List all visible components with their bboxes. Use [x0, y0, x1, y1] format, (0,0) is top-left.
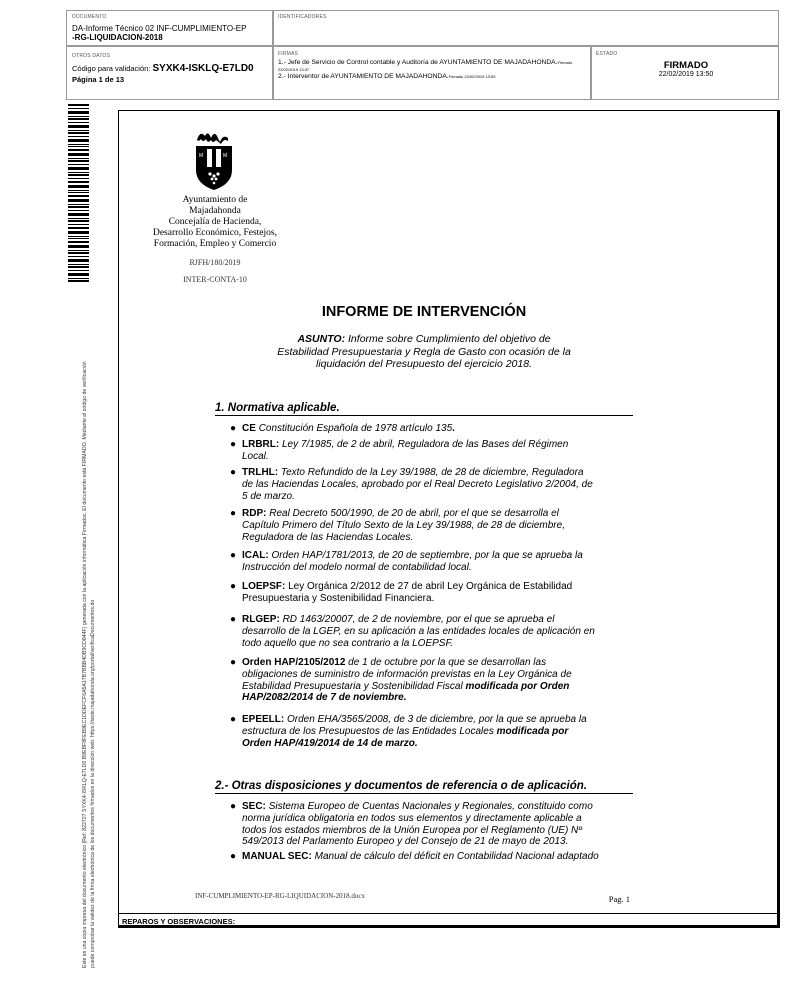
list-item-orden-hap: ● Orden HAP/2105/2012 de 1 de octubre por la que se desarrollan las obligaciones de suministro de información previstas en la Ley Orgánica de Estabilidad Presupuestaria y Sostenibilidad Fiscal modificada por Orden HAP/2082/2014 de 7 de noviembre.: [230, 657, 572, 704]
estado-value: FIRMADO: [663, 60, 709, 71]
identificadores-label: IDENTIFICADORES: [278, 14, 327, 20]
list-item-lrbrl: ● LRBRL: Ley 7/1985, de 2 de abril, Reguladora de las Bases del Régimen Local.: [230, 439, 569, 462]
barcode: [68, 104, 89, 282]
list-item-trlhl: ● TRLHL: Texto Refundido de la Ley 39/1988, de 28 de diciembre, Reguladora de las Haciendas Locales, aprobado por el Real Decreto Legislativo 2/2004, de 5 de marzo.: [230, 467, 593, 502]
estado-date: 22/02/2019 13:50: [658, 71, 714, 78]
bullet-icon: ●: [230, 439, 237, 450]
bullet-icon: ●: [230, 657, 237, 668]
list-item-rdp: ● RDP: Real Decreto 500/1990, de 20 de abril, por el que se desarrolla el Capítulo Primero del Título Sexto de la Ley 39/1988, de 28 de diciembre, Reguladora de las Haciendas Locales.: [230, 508, 565, 543]
reparos-divider: [118, 913, 780, 914]
reference-2: INTER-CONTA-10: [183, 275, 247, 284]
footer-page-number: Pag. 1: [608, 894, 630, 904]
reparos-label: REPAROS Y OBSERVACIONES:: [122, 917, 236, 926]
side-verification-text-1: Este es una copia impresa del documento electrónico (Ref: 822727 SYXK4-ISKLQ-E7LD0 B9EBF8FEB9EC1DDEFCF6A5A17B7BBB4DB9CD844F) generada con la aplicación informática Firmadoc. El documento está FIRMADO. Mediante el código de verificación: [82, 361, 88, 968]
barcode-graphic: [68, 104, 89, 282]
letterhead-line-3: Concejalía de Hacienda,: [168, 217, 262, 227]
list-item-ce: ● CE Constitución Española de 1978 artículo 135.: [230, 423, 455, 434]
documento-label: DOCUMENTO: [72, 14, 107, 20]
section-2-title: 2.- Otras disposiciones y documentos de referencia o de aplicación.: [215, 780, 633, 794]
letterhead-line-1: Ayuntamiento de: [182, 195, 248, 205]
firma-1: 1.- Jefe de Servicio de Control contable y Auditoría de AYUNTAMIENTO DE MAJADAHONDA.Firmado 22/02/2019 13:37: [278, 59, 573, 72]
reference-1: RJFH/180/2019: [189, 258, 241, 267]
coat-of-arms-icon: [192, 128, 236, 192]
letterhead-line-5: Formación, Empleo y Comercio: [153, 239, 277, 249]
pagina-count: Página 1 de 13: [72, 75, 125, 84]
majadahonda-logo: [192, 128, 236, 192]
svg-text:M: M: [199, 153, 204, 159]
page-title: INFORME DE INTERVENCIÓN: [321, 304, 527, 320]
estado-label: ESTADO: [596, 51, 618, 57]
footer-filename: INF-CUMPLIMIENTO-EP-RG-LIQUIDACION-2018.docx: [195, 892, 365, 900]
firmas-label: FIRMAS: [278, 51, 299, 57]
letterhead: [140, 195, 290, 250]
letterhead-line-4: Desarrollo Económico, Festejos,: [152, 228, 277, 238]
bullet-icon: ●: [230, 714, 237, 725]
header-estado-box: [591, 46, 779, 100]
bullet-icon: ●: [230, 550, 237, 561]
header-firmas-box: [273, 46, 591, 100]
side-verification-text-2: puede comprobar la validez de la firma electrónica de los documentos firmados en la dirección web: https://sede.majadahonda.org/portal/verificaDocumentos.do: [90, 599, 96, 968]
section-1-title: 1. Normativa aplicable.: [215, 402, 633, 416]
documento-value: DA-Informe Técnico 02 INF-CUMPLIMIENTO-EP -RG-LIQUIDACION-2018: [72, 24, 247, 42]
letterhead-line-2: Majadahonda: [189, 206, 241, 216]
list-item-sec: ● SEC: Sistema Europeo de Cuentas Nacionales y Regionales, constituido como norma jurídica obligatoria en todos sus elementos y directamente aplicable a todos los estados miembros de la Unión Europea por el Reglamento (UE) Nº 549/2013 del Parlamento Europeo y del Consejo de 21 de mayo de 2013.: [230, 801, 593, 848]
asunto: ASUNTO: Informe sobre Cumplimiento del objetivo de Estabilidad Presupuestaria y Regla de Gasto con ocasión de la liquidación del Presupuesto del ejercicio 2018.: [277, 333, 571, 370]
header-documento-box: [66, 10, 273, 46]
otros-datos-label: OTROS DATOS: [72, 53, 111, 59]
header-identificadores-box: [273, 10, 779, 46]
bullet-icon: ●: [230, 581, 237, 592]
header-otros-datos-box: [66, 46, 273, 100]
bullet-icon: ●: [230, 508, 237, 519]
codigo-validacion: Código para validación: SYXK4-ISKLQ-E7LD0: [72, 63, 254, 74]
list-item-loepsf: ● LOEPSF: Ley Orgánica 2/2012 de 27 de abril Ley Orgánica de Estabilidad Presupuestaria y Sostenibilidad Financiera.: [230, 581, 573, 604]
firma-2: 2.- Interventor de AYUNTAMIENTO DE MAJADAHONDA.Firmado 22/02/2019 13:50: [278, 73, 496, 80]
list-item-manual-sec: ● MANUAL SEC: Manual de cálculo del déficit en Contabilidad Nacional adaptado: [230, 851, 599, 862]
svg-text:M: M: [223, 153, 228, 159]
list-item-rlgep: ● RLGEP: RD 1463/20007, de 2 de noviembre, por el que se aprueba el desarrollo de la LGEP, en su aplicación a las entidades locales de aplicación en todo aquello que no sea contrario a la LOEPSF.: [230, 614, 595, 649]
list-item-ical: ● ICAL: Orden HAP/1781/2013, de 20 de septiembre, por la que se aprueba la Instrucción del modelo normal de contabilidad local.: [230, 550, 583, 573]
bullet-icon: ●: [230, 851, 237, 862]
list-item-epeell: ● EPEELL: Orden EHA/3565/2008, de 3 de diciembre, por la que se aprueba la estructura de los Presupuestos de las Entidades Locales modificada por Orden HAP/419/2014 de 14 de marzo.: [230, 714, 587, 749]
bullet-icon: ●: [230, 423, 237, 434]
bullet-icon: ●: [230, 614, 237, 625]
bullet-icon: ●: [230, 467, 237, 478]
asunto-label: ASUNTO:: [297, 333, 346, 345]
bullet-icon: ●: [230, 801, 237, 812]
